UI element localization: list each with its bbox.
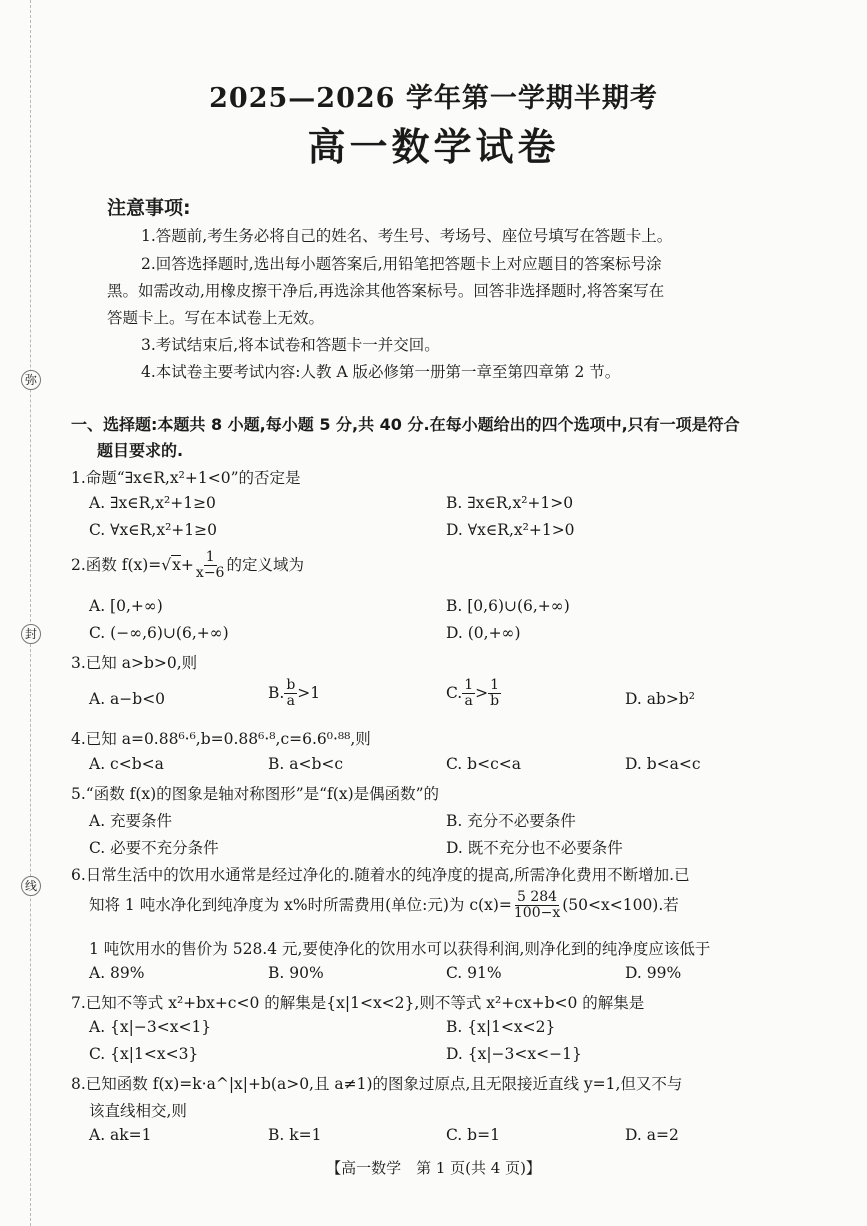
q2-fraction — [194, 550, 227, 582]
q4-option-d: D. b<a<c — [625, 755, 701, 773]
notice-item-3: 3.考试结束后,将本试卷和答题卡一并交回。 — [141, 336, 440, 354]
q6-option-d: D. 99% — [625, 964, 682, 982]
q7-option-d: D. {x|−3<x<−1} — [446, 1045, 582, 1063]
notice-item-2-line-2: 黑。如需改动,用橡皮擦干净后,再选涂其他答案标号。回答非选择题时,将答案写在 — [107, 282, 665, 300]
q8-line-2: 该直线相交,则 — [89, 1102, 187, 1120]
q3-option-d: D. ab>b² — [625, 690, 696, 708]
q8-option-d: D. a=2 — [625, 1126, 679, 1144]
seal-xian: 线 — [21, 876, 41, 896]
q3-c-den-2: b — [490, 693, 500, 710]
q1-option-a: A. ∃x∈R,x²+1≥0 — [89, 494, 216, 512]
q2-option-c: C. (−∞,6)∪(6,+∞) — [89, 624, 229, 642]
q6-fraction-num: 5 284 — [517, 889, 558, 905]
q6-line-2 — [89, 890, 679, 922]
q6-fraction-den: 100−x — [513, 905, 561, 922]
exam-term-title: 2025—2026 学年第一学期半期考 — [209, 83, 658, 114]
seal-feng: 封 — [21, 624, 41, 644]
q3-b-post: >1 — [297, 683, 321, 702]
q1-option-d: D. ∀x∈R,x²+1>0 — [446, 521, 575, 539]
q2-stem-post: 的定义域为 — [226, 555, 304, 574]
q2-option-d: D. (0,+∞) — [446, 624, 521, 642]
q5-option-c: C. 必要不充分条件 — [89, 839, 219, 857]
q2-stem-pre: 2.函数 f(x)= — [71, 555, 162, 574]
notice-item-2-line-3: 答题卡上。写在本试卷上无效。 — [107, 309, 325, 327]
q3-c-fraction-1 — [462, 678, 475, 710]
q6-line-2-post: (50<x<100).若 — [562, 895, 679, 914]
section-1-heading-cont: 题目要求的. — [97, 441, 184, 460]
q4-option-c: C. b<c<a — [446, 755, 521, 773]
q3-c-fraction-2 — [488, 678, 501, 710]
q5-option-a: A. 充要条件 — [89, 812, 173, 830]
q2-fraction-num: 1 — [205, 549, 215, 565]
q7-option-b: B. {x|1<x<2} — [446, 1018, 556, 1036]
q5-option-d: D. 既不充分也不必要条件 — [446, 839, 623, 857]
q2-option-b: B. [0,6)∪(6,+∞) — [446, 597, 570, 615]
seal-mi: 弥 — [21, 370, 41, 390]
q3-option-c — [446, 678, 501, 710]
section-1-heading: 一、选择题:本题共 8 小题,每小题 5 分,共 40 分.在每小题给出的四个选项中,只有一项是符合 — [71, 415, 740, 434]
q8-line-1: 8.已知函数 f(x)=k·a^|x|+b(a>0,且 a≠1)的图象过原点,且无限接近直线 y=1,但又不与 — [71, 1075, 683, 1093]
q1-option-c: C. ∀x∈R,x²+1≥0 — [89, 521, 217, 539]
q2-fraction-den: x−6 — [195, 565, 225, 582]
q3-c-num-1: 1 — [464, 677, 474, 693]
q3-c-mid: > — [475, 683, 489, 702]
q3-b-fraction — [284, 678, 297, 710]
q2-stem — [71, 550, 304, 582]
page-footer: 【高一数学 第 1 页(共 4 页)】 — [326, 1159, 541, 1177]
notice-item-2-line-1: 2.回答选择题时,选出每小题答案后,用铅笔把答题卡上对应题目的答案标号涂 — [141, 255, 662, 273]
q2-option-a: A. [0,+∞) — [89, 597, 163, 615]
q6-line-3: 1 吨饮用水的售价为 528.4 元,要使净化的饮用水可以获得利润,则净化到的纯净度应该低于 — [89, 940, 711, 958]
q4-option-a: A. c<b<a — [89, 755, 164, 773]
q7-option-c: C. {x|1<x<3} — [89, 1045, 199, 1063]
q6-line-1: 6.日常生活中的饮用水通常是经过净化的.随着水的纯净度的提高,所需净化费用不断增加.已 — [71, 866, 690, 884]
q3-option-a: A. a−b<0 — [89, 690, 166, 708]
q1-option-b: B. ∃x∈R,x²+1>0 — [446, 494, 574, 512]
q6-option-b: B. 90% — [268, 964, 324, 982]
q3-c-num-2: 1 — [490, 677, 500, 693]
q6-option-c: C. 91% — [446, 964, 502, 982]
q3-c-den-1: a — [464, 693, 473, 710]
q5-option-b: B. 充分不必要条件 — [446, 812, 576, 830]
q2-sqrt-symbol: √ — [161, 555, 172, 574]
q8-option-c: C. b=1 — [446, 1126, 500, 1144]
q4-stem: 4.已知 a=0.88⁶·⁶,b=0.88⁶·⁸,c=6.6⁰·⁸⁸,则 — [71, 730, 371, 748]
q6-fraction — [512, 890, 562, 922]
q8-option-a: A. ak=1 — [89, 1126, 152, 1144]
q3-b-den: a — [286, 693, 295, 710]
q3-option-b — [268, 678, 320, 710]
q6-line-2-pre: 知将 1 吨水净化到纯净度为 x%时所需费用(单位:元)为 c(x)= — [89, 895, 512, 914]
q2-plus: + — [180, 555, 194, 574]
q4-option-b: B. a<b<c — [268, 755, 344, 773]
q3-b-label: B. — [268, 683, 285, 702]
q3-c-label: C. — [446, 683, 463, 702]
exam-title: 高一数学试卷 — [307, 125, 560, 169]
notice-title: 注意事项: — [107, 197, 191, 219]
q5-stem: 5.“函数 f(x)的图象是轴对称图形”是“f(x)是偶函数”的 — [71, 785, 440, 803]
q2-sqrt-x: x — [172, 555, 181, 574]
q7-option-a: A. {x|−3<x<1} — [89, 1018, 212, 1036]
notice-item-4: 4.本试卷主要考试内容:人教 A 版必修第一册第一章至第四章第 2 节。 — [141, 363, 621, 381]
q7-stem: 7.已知不等式 x²+bx+c<0 的解集是{x|1<x<2},则不等式 x²+cx+b<0 的解集是 — [71, 994, 645, 1012]
q6-option-a: A. 89% — [89, 964, 145, 982]
q1-stem: 1.命题“∃x∈R,x²+1<0”的否定是 — [71, 469, 301, 487]
notice-item-1: 1.答题前,考生务必将自己的姓名、考生号、考场号、座位号填写在答题卡上。 — [141, 227, 673, 245]
binding-line — [30, 0, 31, 1226]
q8-option-b: B. k=1 — [268, 1126, 322, 1144]
q3-stem: 3.已知 a>b>0,则 — [71, 654, 198, 672]
q3-b-num: b — [286, 677, 296, 693]
